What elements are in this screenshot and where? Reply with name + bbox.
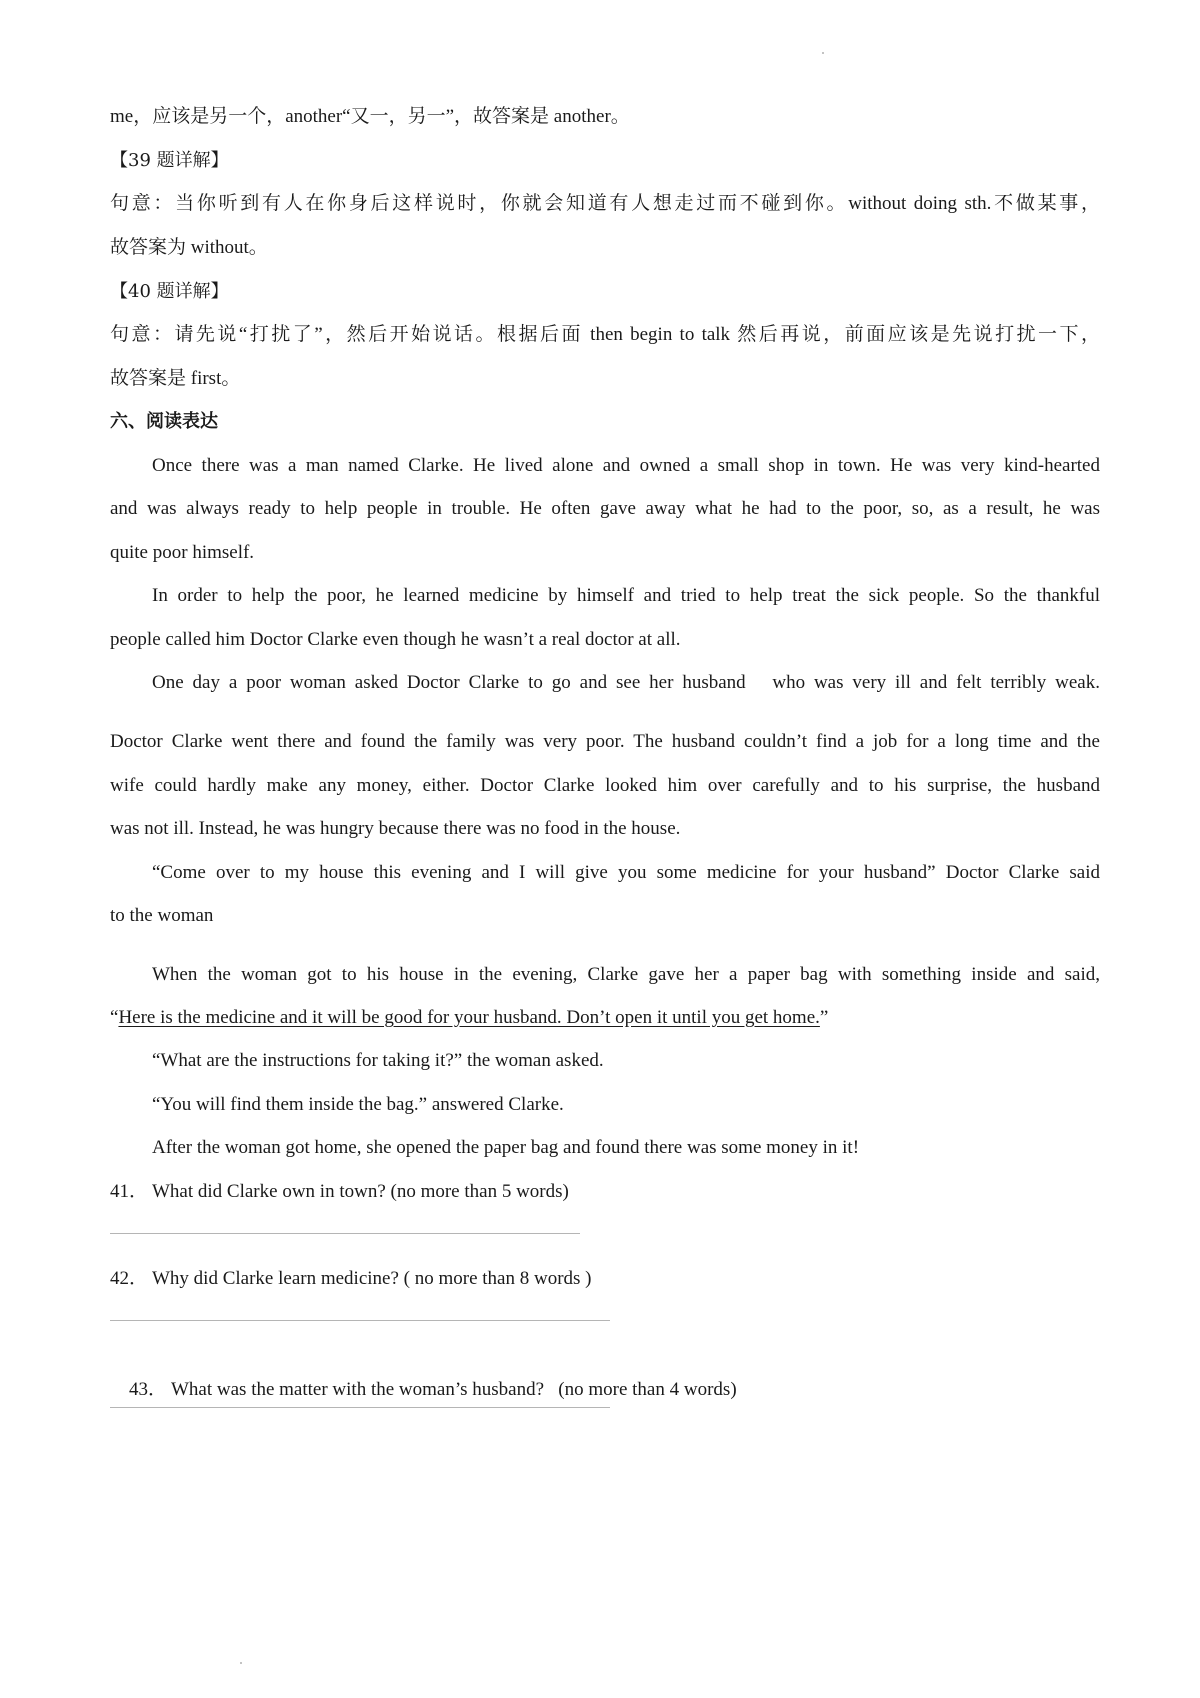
passage-p3-line-4: was not ill. Instead, he was hungry because there was no food in the house. <box>110 818 681 839</box>
passage-p4-line-1: “Come over to my house this evening and I will give you some medicine for your husband” Doctor Clarke said <box>152 862 1100 883</box>
q39-explanation-line-2: 故答案为 without。 <box>110 237 268 258</box>
passage-p6: “What are the instructions for taking it?” the woman asked. <box>152 1050 604 1071</box>
document-page <box>110 0 1100 1698</box>
underlined-sentence: Here is the medicine and it will be good for your husband. Don’t open it until you get home. <box>118 1007 820 1028</box>
passage-p5-line-2 <box>110 1006 828 1030</box>
passage-p1-line-3: quite poor himself. <box>110 542 255 563</box>
explanation-q38-tail: me，应该是另一个，another“又一，另一”，故答案是 another。 <box>110 106 630 127</box>
passage-p3-line-3: wife could hardly make any money, either. Doctor Clarke looked him over carefully and to his surprise, the husband <box>110 775 1100 796</box>
question-number: 42． <box>110 1268 149 1289</box>
passage-p2-line-1: In order to help the poor, he learned medicine by himself and tried to help treat the sick people. So the thankful <box>152 585 1100 606</box>
q39-detail-heading: 【39 题详解】 <box>110 150 229 171</box>
passage-p1-line-2: and was always ready to help people in trouble. He often gave away what he had to the poor, so, as a result, he was <box>110 498 1100 519</box>
q40-explanation-line-2: 故答案是 first。 <box>110 368 241 389</box>
question-43 <box>110 1354 737 1426</box>
q40-detail-heading: 【40 题详解】 <box>110 281 229 302</box>
section-title: 六、阅读表达 <box>110 411 218 432</box>
question-42 <box>110 1267 592 1291</box>
passage-p2-line-2: people called him Doctor Clarke even though he wasn’t a real doctor at all. <box>110 629 681 650</box>
scan-speck <box>822 52 824 54</box>
question-text: What was the matter with the woman’s husband? (no more than 4 words) <box>171 1379 737 1400</box>
open-quote: “ <box>110 1007 119 1028</box>
passage-p4-line-2: to the woman <box>110 905 214 926</box>
passage-p3-line-2: Doctor Clarke went there and found the family was very poor. The husband couldn’t find a job for a long time and the <box>110 731 1100 752</box>
answer-line-42[interactable] <box>110 1320 610 1321</box>
question-number: 41． <box>110 1181 149 1202</box>
question-41 <box>110 1180 569 1204</box>
answer-line-43[interactable] <box>110 1407 610 1408</box>
close-quote: ” <box>819 1007 829 1028</box>
q40-explanation-line-1: 句意：请先说“打扰了”，然后开始说话。根据后面 then begin to talk 然后再说，前面应该是先说打扰一下， <box>110 324 1100 345</box>
answer-line-41[interactable] <box>110 1233 580 1234</box>
passage-p7: “You will find them inside the bag.” answered Clarke. <box>152 1094 564 1115</box>
passage-p8: After the woman got home, she opened the paper bag and found there was some money in it! <box>152 1137 860 1158</box>
q39-explanation-line-1: 句意：当你听到有人在你身后这样说时，你就会知道有人想走过而不碰到你。without doing sth.不做某事， <box>110 193 1100 214</box>
question-number: 43． <box>129 1379 168 1400</box>
scan-speck <box>240 1662 242 1664</box>
question-text: What did Clarke own in town? (no more than 5 words) <box>152 1181 569 1202</box>
passage-p5-line-1: When the woman got to his house in the evening, Clarke gave her a paper bag with something inside and said, <box>152 964 1100 985</box>
question-text: Why did Clarke learn medicine? ( no more than 8 words ) <box>152 1268 592 1289</box>
passage-p1-line-1: Once there was a man named Clarke. He lived alone and owned a small shop in town. He was very kind-hearted <box>152 455 1100 476</box>
passage-p3-line-1: One day a poor woman asked Doctor Clarke to go and see her husband who was very ill and felt terribly weak. <box>152 672 1100 693</box>
